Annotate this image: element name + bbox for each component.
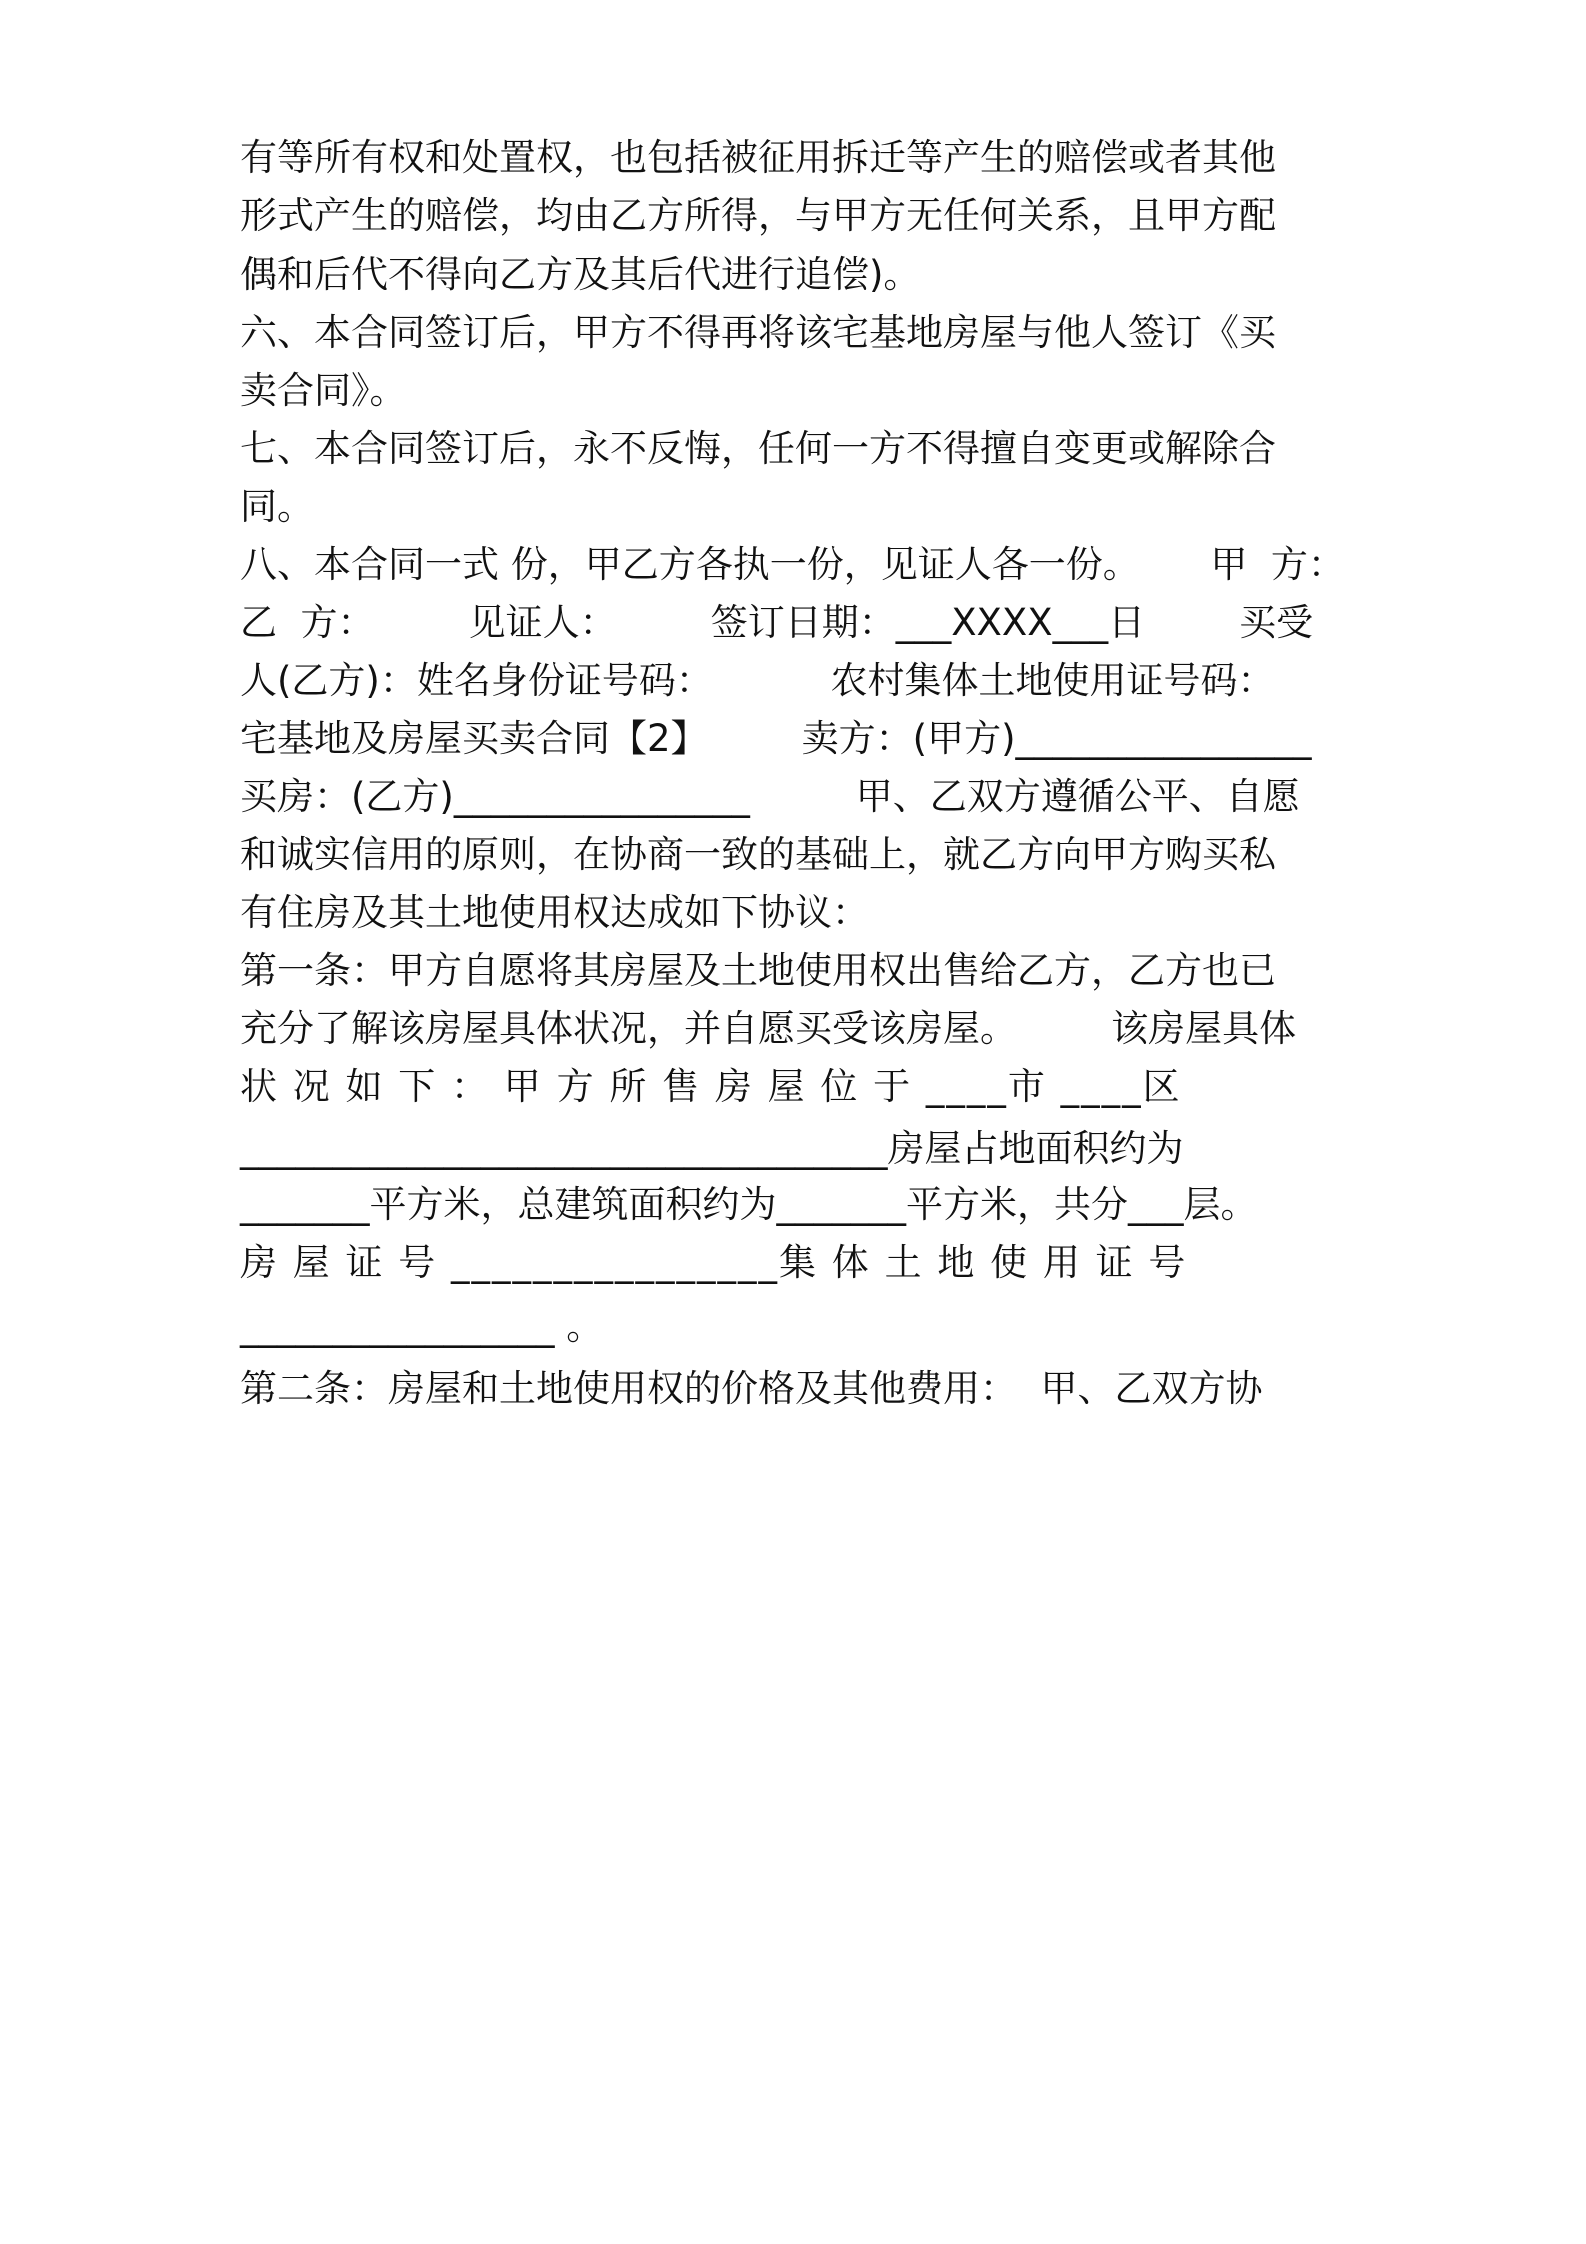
text-line: 形式产生的赔偿，均由乙方所得，与甲方无任何关系，且甲方配 — [240, 194, 1276, 237]
text-line: 有等所有权和处置权，也包括被征用拆迁等产生的赔偿或者其他 — [240, 136, 1276, 179]
text-line: 有住房及其土地使用权达成如下协议： — [240, 891, 869, 934]
text-line: 六、本合同签订后，甲方不得再将该宅基地房屋与他人签订《买 — [240, 311, 1276, 354]
text-line: _________________ 。 — [240, 1305, 604, 1348]
text-line: 买房：(乙方)________________ 甲、乙双方遵循公平、自愿 — [240, 775, 1300, 818]
text-line: 偶和后代不得向乙方及其后代进行追偿)。 — [240, 253, 921, 296]
text-line: 和诚实信用的原则，在协商一致的基础上，就乙方向甲方购买私 — [240, 833, 1276, 876]
text-line: 卖合同》。 — [240, 369, 407, 412]
text-line: 充分了解该房屋具体状况，并自愿买受该房屋。 该房屋具体 — [240, 1007, 1297, 1050]
text-line: 第一条：甲方自愿将其房屋及土地使用权出售给乙方，乙方也已 — [240, 949, 1276, 992]
text-line: ___________________________________房屋占地面积约为 — [240, 1127, 1184, 1170]
text-line: 八、本合同一式 份，甲乙方各执一份，见证人各一份。 甲 方： — [240, 543, 1345, 586]
text-line: 同。 — [240, 485, 314, 528]
text-line: 乙 方： 见证人： 签订日期：___XXXX___日 买受 — [240, 601, 1314, 644]
text-line: 状 况 如 下 ： 甲 方 所 售 房 屋 位 于 ____市 ____区 — [240, 1065, 1182, 1108]
text-line: 七、本合同签订后，永不反悔，任何一方不得擅自变更或解除合 — [240, 427, 1276, 470]
text-line: 人(乙方)：姓名身份证号码： 农村集体土地使用证号码： — [240, 659, 1275, 702]
text-line: 宅基地及房屋买卖合同【2】 卖方：(甲方)________________ — [240, 717, 1312, 760]
text-line: _______平方米，总建筑面积约为_______平方米，共分___层。 — [240, 1183, 1258, 1226]
text-line: 第二条：房屋和土地使用权的价格及其他费用： 甲、乙双方协 — [240, 1367, 1263, 1410]
text-line: 房 屋 证 号 ________________集 体 土 地 使 用 证 号 — [240, 1241, 1188, 1284]
